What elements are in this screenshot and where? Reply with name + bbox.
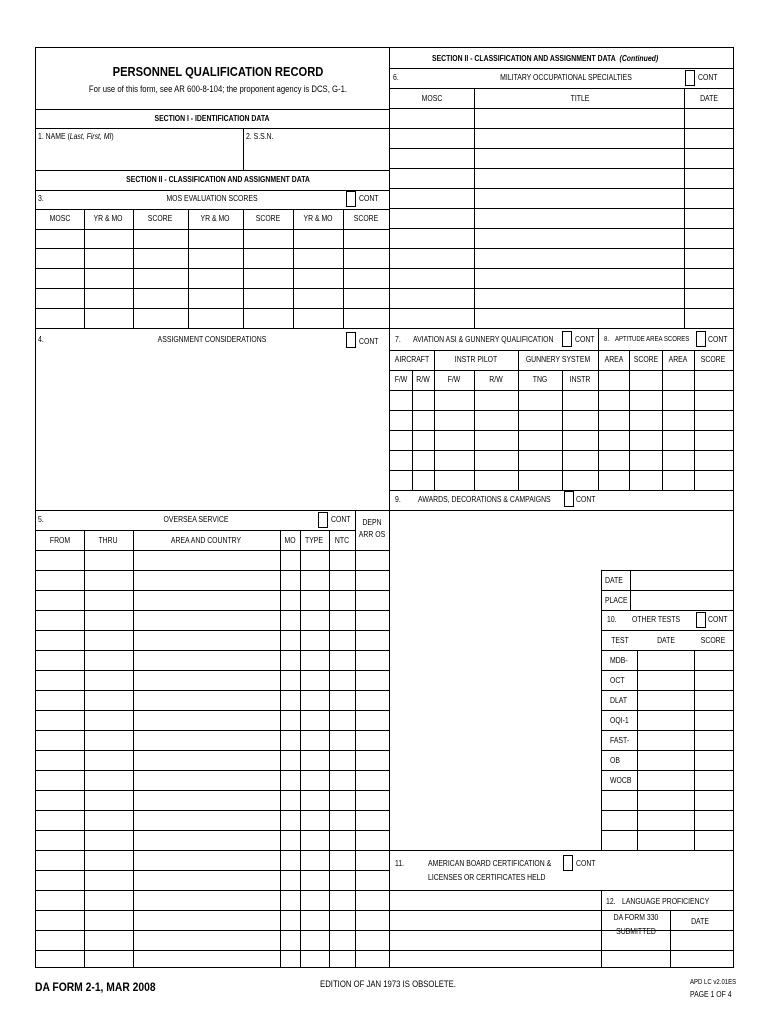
assignment-considerations-field[interactable]: [36, 352, 388, 508]
col-score: SCORE: [147, 214, 173, 223]
col-depn: DEPN: [362, 518, 382, 527]
col-mosc: MOSC: [421, 94, 443, 103]
block3-number: 3.: [38, 194, 44, 203]
section1-title: SECTION I - IDENTIFICATION DATA: [154, 114, 270, 123]
test-row-label: OB: [610, 756, 620, 765]
col-test: TEST: [611, 636, 629, 645]
section2-continued-title: SECTION II - CLASSIFICATION AND ASSIGNMENT DATA (Continued): [432, 54, 659, 63]
test-row-label: DLAT: [610, 696, 628, 705]
test-row-label: OCT: [610, 676, 625, 685]
test-row-label: OQI-1: [610, 716, 629, 725]
place-field[interactable]: [631, 591, 733, 610]
block7-title: AVIATION ASI & GUNNERY QUALIFICATION: [413, 335, 554, 344]
block4-cont-checkbox[interactable]: [346, 332, 356, 348]
block11-cont-checkbox[interactable]: [563, 855, 573, 871]
da-form-330-label: DA FORM 330: [613, 913, 659, 922]
col-instr: INSTR: [569, 375, 591, 384]
col-ntc: NTC: [334, 536, 350, 545]
col-yr-mo: YR & MO: [93, 214, 123, 223]
block12-title: LANGUAGE PROFICIENCY: [622, 897, 710, 906]
block5-title: OVERSEA SERVICE: [163, 515, 229, 524]
block5-number: 5.: [38, 515, 44, 524]
form-number: DA FORM 2-1, MAR 2008: [35, 980, 156, 994]
test-row-label: WOCB: [610, 776, 632, 785]
date-label: DATE: [605, 576, 623, 585]
section2-title: SECTION II - CLASSIFICATION AND ASSIGNMENT DATA: [126, 175, 310, 184]
block5-cont-checkbox[interactable]: [318, 512, 328, 528]
name-label: 1. NAME (Last, First, MI): [38, 132, 114, 141]
ssn-field[interactable]: [244, 143, 388, 169]
block11-number: 11.: [395, 859, 405, 868]
block12-number: 12.: [606, 897, 616, 906]
block3-cont-label: CONT: [359, 194, 379, 203]
form-title: PERSONNEL QUALIFICATION RECORD: [112, 64, 324, 79]
submitted-label: SUBMITTED: [616, 927, 656, 936]
test-row-label: MDB-: [610, 656, 628, 665]
edition-note: EDITION OF JAN 1973 IS OBSOLETE.: [320, 979, 456, 989]
col-thru: THRU: [98, 536, 118, 545]
col-score: SCORE: [700, 355, 726, 364]
block8-cont-label: CONT: [708, 335, 728, 344]
block9-title: AWARDS, DECORATIONS & CAMPAIGNS: [418, 495, 551, 504]
col-tng: TNG: [532, 375, 548, 384]
col-yr-mo: YR & MO: [200, 214, 230, 223]
block10-number: 10.: [607, 615, 617, 624]
col-fw: F/W: [394, 375, 408, 384]
name-field[interactable]: [36, 143, 242, 169]
block6-number: 6.: [393, 73, 399, 82]
col-score: SCORE: [633, 355, 659, 364]
col-rw: R/W: [489, 375, 503, 384]
block4-number: 4.: [38, 335, 44, 344]
block8-number: 8.: [604, 336, 610, 343]
col-score: SCORE: [700, 636, 726, 645]
block4-title: ASSIGNMENT CONSIDERATIONS: [157, 335, 267, 344]
col-title: TITLE: [570, 94, 590, 103]
ssn-label: 2. S.S.N.: [246, 132, 274, 141]
place-label: PLACE: [605, 596, 628, 605]
block10-cont-checkbox[interactable]: [696, 612, 706, 628]
block11-title-line1: AMERICAN BOARD CERTIFICATION &: [428, 859, 552, 868]
col-yr-mo: YR & MO: [303, 214, 333, 223]
form-subtitle: For use of this form, see AR 600-8-104; the proponent agency is DCS, G-1.: [88, 84, 348, 94]
block6-cont-label: CONT: [698, 73, 718, 82]
block12-date-label: DATE: [691, 917, 709, 926]
test-row-label: FAST-: [610, 736, 630, 745]
block7-cont-checkbox[interactable]: [562, 331, 572, 347]
block6-title: MILITARY OCCUPATIONAL SPECIALTIES: [500, 73, 632, 82]
group-instr-pilot: INSTR PILOT: [454, 355, 498, 364]
col-fw: F/W: [447, 375, 461, 384]
group-aircraft: AIRCRAFT: [394, 355, 430, 364]
block10-cont-label: CONT: [708, 615, 728, 624]
block9-cont-label: CONT: [576, 495, 596, 504]
awards-field[interactable]: [390, 511, 733, 569]
block11-title-line2: LICENSES OR CERTIFICATES HELD: [428, 873, 546, 882]
block8-title: APTITUDE AREA SCORES: [615, 336, 690, 343]
block7-cont-label: CONT: [575, 335, 595, 344]
block5-cont-label: CONT: [331, 515, 351, 524]
col-area: AREA: [604, 355, 624, 364]
block7-number: 7.: [395, 335, 401, 344]
block4-cont-label: CONT: [359, 337, 379, 346]
block6-cont-checkbox[interactable]: [685, 70, 695, 86]
block3-title: MOS EVALUATION SCORES: [166, 194, 258, 203]
page-number: PAGE 1 OF 4: [690, 990, 732, 999]
col-area-country: AREA AND COUNTRY: [170, 536, 242, 545]
block11-cont-label: CONT: [576, 859, 596, 868]
group-gunnery-system: GUNNERY SYSTEM: [525, 355, 591, 364]
block8-cont-checkbox[interactable]: [696, 331, 706, 347]
col-date: DATE: [700, 94, 718, 103]
col-score: SCORE: [353, 214, 379, 223]
version-label: APD LC v2.01ES: [690, 979, 737, 986]
col-mosc: MOSC: [49, 214, 71, 223]
block9-number: 9.: [395, 495, 401, 504]
col-type: TYPE: [305, 536, 323, 545]
date-field[interactable]: [631, 571, 733, 590]
block3-cont-checkbox[interactable]: [346, 191, 356, 207]
col-arr-os: ARR OS: [358, 530, 386, 539]
block9-cont-checkbox[interactable]: [564, 491, 574, 507]
col-from: FROM: [49, 536, 71, 545]
col-rw: R/W: [416, 375, 430, 384]
col-score: SCORE: [255, 214, 281, 223]
col-date: DATE: [657, 636, 675, 645]
block10-title: OTHER TESTS: [632, 615, 681, 624]
col-area: AREA: [668, 355, 688, 364]
col-mo: MO: [284, 536, 296, 545]
